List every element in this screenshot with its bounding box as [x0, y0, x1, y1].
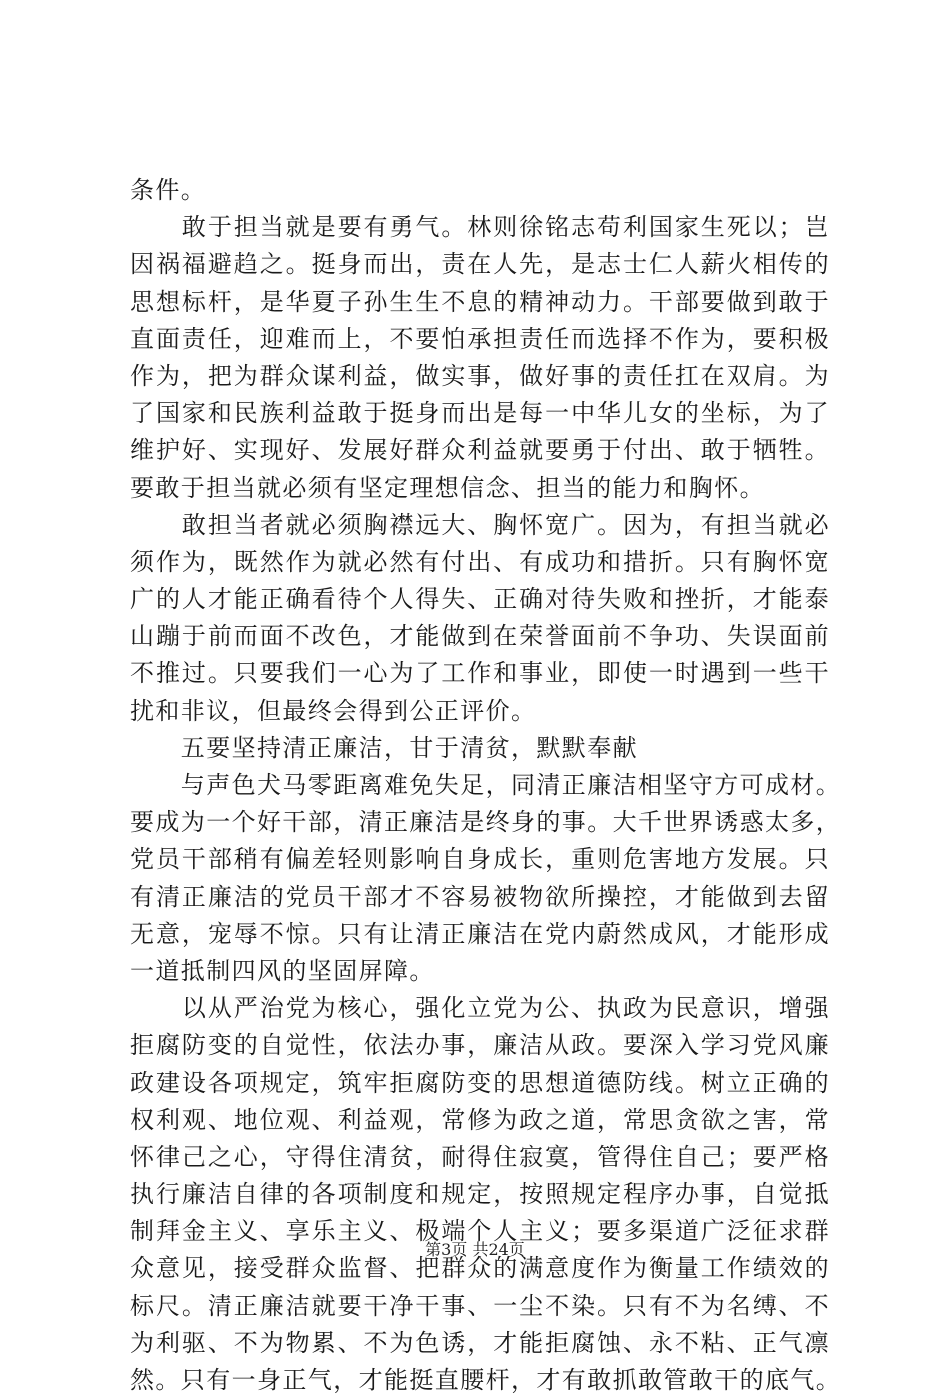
text-line: 直面责任，迎难而上，不要怕承担责任而选择不作为，要积极 — [130, 324, 830, 353]
text-line: 党员干部稍有偏差轻则影响自身成长，重则危害地方发展。只 — [130, 845, 830, 874]
text-line: 标尺。清正廉洁就要干净干事、一尘不染。只有不为名缚、不 — [130, 1291, 830, 1320]
text-line: 条件。 — [130, 176, 207, 204]
text-line: 众意见，接受群众监督、把群众的满意度作为衡量工作绩效的 — [130, 1254, 830, 1283]
document-body — [130, 172, 842, 1399]
text-line: 以从严治党为核心，强化立党为公、执政为民意识，增强 — [130, 994, 830, 1023]
text-line: 拒腐防变的自觉性，依法办事，廉洁从政。要深入学习党风廉 — [130, 1031, 830, 1060]
text-line: 制拜金主义、享乐主义、极端个人主义；要多渠道广泛征求群 — [130, 1217, 830, 1246]
text-line: 为利驱、不为物累、不为色诱，才能拒腐蚀、永不粘、正气凛 — [130, 1328, 830, 1357]
text-line: 敢于担当就是要有勇气。林则徐铭志苟利国家生死以；岂 — [130, 213, 830, 242]
text-line: 思想标杆，是华夏子孙生生不息的精神动力。干部要做到敢于 — [130, 287, 830, 316]
text-line: 维护好、实现好、发展好群众利益就要勇于付出、敢于牺牲。 — [130, 436, 830, 465]
text-line: 无意，宠辱不惊。只有让清正廉洁在党内蔚然成风，才能形成 — [130, 919, 830, 948]
text-line: 一道抵制四风的坚固屏障。 — [130, 956, 435, 985]
text-line: 然。只有一身正气，才能挺直腰杆，才有敢抓敢管敢干的底气。 — [130, 1366, 842, 1394]
page-footer: 第3页 共24页 — [425, 1240, 525, 1259]
text-line: 作为，把为群众谋利益，做实事，做好事的责任扛在双肩。为 — [130, 361, 830, 390]
text-line: 了国家和民族利益敢于挺身而出是每一中华儿女的坐标，为了 — [130, 399, 830, 428]
text-line: 扰和非议，但最终会得到公正评价。 — [130, 696, 537, 725]
text-line: 须作为，既然作为就必然有付出、有成功和措折。只有胸怀宽 — [130, 547, 830, 576]
text-line: 敢担当者就必须胸襟远大、胸怀宽广。因为，有担当就必 — [130, 510, 830, 539]
text-line: 政建设各项规定，筑牢拒腐防变的思想道德防线。树立正确的 — [130, 1068, 830, 1097]
text-line: 有清正廉洁的党员干部才不容易被物欲所操控，才能做到去留 — [130, 882, 830, 911]
text-line: 要成为一个好干部，清正廉洁是终身的事。大千世界诱惑太多， — [130, 808, 842, 837]
text-line: 执行廉洁自律的各项制度和规定，按照规定程序办事，自觉抵 — [130, 1180, 830, 1209]
text-line: 山蹦于前而面不改色，才能做到在荣誉面前不争功、失误面前 — [130, 622, 830, 651]
text-line: 广的人才能正确看待个人得失、正确对待失败和挫折，才能泰 — [130, 585, 830, 614]
text-line: 五要坚持清正廉洁，甘于清贫，默默奉献 — [130, 733, 638, 762]
text-line: 因祸福避趋之。挺身而出，责在人先，是志士仁人薪火相传的 — [130, 250, 830, 279]
text-line: 与声色犬马零距离难免失足，同清正廉洁相坚守方可成材。 — [130, 771, 842, 799]
text-line: 权利观、地位观、利益观，常修为政之道，常思贪欲之害，常 — [130, 1105, 830, 1134]
text-line: 要敢于担当就必须有坚定理想信念、担当的能力和胸怀。 — [130, 473, 765, 502]
text-line: 不推过。只要我们一心为了工作和事业，即使一时遇到一些干 — [130, 659, 830, 688]
text-line: 怀律己之心，守得住清贫，耐得住寂寞，管得住自己；要严格 — [130, 1142, 830, 1171]
